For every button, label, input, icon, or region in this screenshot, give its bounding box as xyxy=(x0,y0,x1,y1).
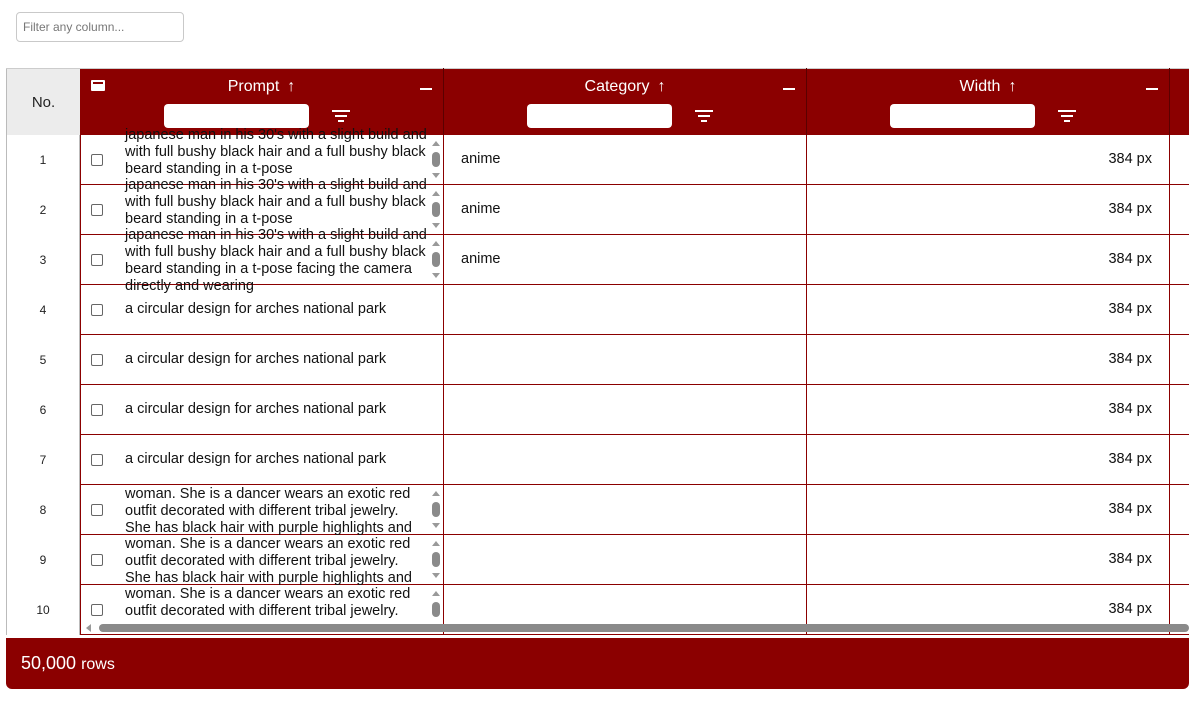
width-cell: 384 px xyxy=(1108,301,1152,317)
row-checkbox[interactable] xyxy=(91,604,103,616)
category-cell: anime xyxy=(461,251,501,267)
prompt-cell: a circular design for arches national park xyxy=(125,451,387,467)
cell-scrollbar[interactable] xyxy=(430,185,442,235)
prompt-cell: woman. She is a dancer wears an exotic red outfit decorated with different tribal jewelry. She has black hair with purple highlights and xyxy=(125,486,412,536)
row-number: 3 xyxy=(6,235,80,285)
table-row[interactable] xyxy=(6,435,1189,485)
table-body xyxy=(6,127,1189,621)
row-count-unit: rows xyxy=(81,656,115,673)
category-filter-input[interactable] xyxy=(527,104,672,128)
scroll-left-arrow-icon[interactable] xyxy=(86,624,91,632)
table-row[interactable] xyxy=(6,385,1189,435)
cell-scrollbar[interactable] xyxy=(430,235,442,285)
scroll-up-arrow-icon[interactable] xyxy=(432,141,440,146)
scroll-down-arrow-icon[interactable] xyxy=(432,223,440,228)
prompt-cell: woman. She is a dancer wears an exotic red outfit decorated with different tribal jewelry. xyxy=(125,586,411,619)
scroll-up-arrow-icon[interactable] xyxy=(432,541,440,546)
filter-lines-icon[interactable] xyxy=(1058,110,1076,124)
prompt-cell: a circular design for arches national park xyxy=(125,301,387,317)
row-number: 4 xyxy=(6,285,80,335)
width-cell: 384 px xyxy=(1108,151,1152,167)
prompt-cell: japanese man in his 30's with a slight build and with full bushy black hair and a full bushy black beard standing in a t-pose xyxy=(125,127,427,177)
column-title-width: Width xyxy=(959,78,1001,95)
table-row[interactable] xyxy=(6,285,1189,335)
category-cell: anime xyxy=(461,151,501,167)
prompt-cell: japanese man in his 30's with a slight build and with full bushy black hair and a full bushy black beard standing in a t-pose xyxy=(125,177,427,227)
sort-arrow-up-icon[interactable]: ↑ xyxy=(287,78,296,95)
width-cell: 384 px xyxy=(1108,551,1152,567)
sort-arrow-up-icon[interactable]: ↑ xyxy=(1008,78,1017,95)
row-checkbox[interactable] xyxy=(91,504,103,516)
scrollbar-thumb[interactable] xyxy=(99,624,1189,632)
data-table xyxy=(6,68,1189,689)
prompt-filter-input[interactable] xyxy=(164,104,309,128)
table-row[interactable] xyxy=(6,485,1189,535)
row-checkbox[interactable] xyxy=(91,154,103,166)
scroll-down-arrow-icon[interactable] xyxy=(432,523,440,528)
row-number: 1 xyxy=(6,135,80,185)
width-cell: 384 px xyxy=(1108,201,1152,217)
column-header-prompt[interactable] xyxy=(80,69,443,135)
cell-scrollbar[interactable] xyxy=(430,485,442,535)
scroll-down-arrow-icon[interactable] xyxy=(432,573,440,578)
filter-any-column-input[interactable] xyxy=(16,12,184,42)
scroll-down-arrow-icon[interactable] xyxy=(432,273,440,278)
row-count xyxy=(21,653,115,674)
scroll-up-arrow-icon[interactable] xyxy=(432,491,440,496)
table-footer xyxy=(6,638,1189,689)
sort-arrow-up-icon[interactable]: ↑ xyxy=(657,78,666,95)
row-checkbox[interactable] xyxy=(91,304,103,316)
table-row[interactable] xyxy=(6,335,1189,385)
width-filter-input[interactable] xyxy=(890,104,1035,128)
row-checkbox[interactable] xyxy=(91,204,103,216)
row-checkbox[interactable] xyxy=(91,354,103,366)
scroll-up-arrow-icon[interactable] xyxy=(432,241,440,246)
prompt-cell: a circular design for arches national park xyxy=(125,351,387,367)
row-checkbox[interactable] xyxy=(91,254,103,266)
table-row[interactable] xyxy=(6,535,1189,585)
cell-scrollbar[interactable] xyxy=(430,135,442,185)
row-number: 10 xyxy=(6,585,80,635)
scroll-down-arrow-icon[interactable] xyxy=(432,173,440,178)
category-cell: anime xyxy=(461,201,501,217)
collapse-minus-icon[interactable] xyxy=(420,88,432,90)
width-cell: 384 px xyxy=(1108,451,1152,467)
table-row[interactable] xyxy=(6,227,1189,294)
row-checkbox[interactable] xyxy=(91,404,103,416)
horizontal-scrollbar[interactable] xyxy=(81,623,1189,633)
prompt-cell: woman. She is a dancer wears an exotic red outfit decorated with different tribal jewelry. She has black hair with purple highlights and xyxy=(125,536,412,586)
collapse-minus-icon[interactable] xyxy=(783,88,795,90)
column-header-width[interactable] xyxy=(807,69,1169,135)
width-cell: 384 px xyxy=(1108,501,1152,517)
row-number: 2 xyxy=(6,185,80,235)
row-number: 7 xyxy=(6,435,80,485)
column-header-next xyxy=(1170,69,1189,135)
column-title-prompt: Prompt xyxy=(227,78,280,95)
filter-lines-icon[interactable] xyxy=(695,110,713,124)
row-number: 6 xyxy=(6,385,80,435)
filter-lines-icon[interactable] xyxy=(332,110,350,124)
cell-scrollbar[interactable] xyxy=(430,535,442,585)
prompt-cell: a circular design for arches national park xyxy=(125,401,387,417)
row-number: 8 xyxy=(6,485,80,535)
width-cell: 384 px xyxy=(1108,351,1152,367)
row-checkbox[interactable] xyxy=(91,454,103,466)
collapse-minus-icon[interactable] xyxy=(1146,88,1158,90)
row-checkbox[interactable] xyxy=(91,554,103,566)
scroll-up-arrow-icon[interactable] xyxy=(432,191,440,196)
row-number: 5 xyxy=(6,335,80,385)
scroll-up-arrow-icon[interactable] xyxy=(432,591,440,596)
row-count-value: 50,000 xyxy=(21,653,77,673)
width-cell: 384 px xyxy=(1108,601,1152,617)
width-cell: 384 px xyxy=(1108,401,1152,417)
prompt-cell: japanese man in his 30's with a slight build and with full bushy black hair and a full bushy black beard standing in a t-pose facing the camera directly and wearing xyxy=(125,227,427,294)
column-title-category: Category xyxy=(584,78,650,95)
row-number: 9 xyxy=(6,535,80,585)
column-header-no: No. xyxy=(6,69,80,135)
width-cell: 384 px xyxy=(1108,251,1152,267)
column-header-category[interactable] xyxy=(444,69,806,135)
